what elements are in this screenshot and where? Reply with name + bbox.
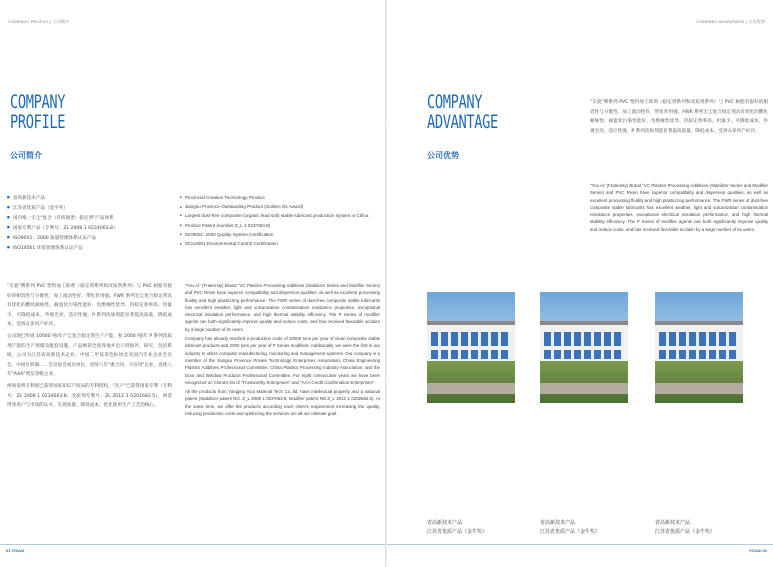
caption-line: 省高新技术产品 (655, 520, 691, 526)
list-item: ■ 省高新技术产品 (7, 193, 175, 203)
page-subtitle: 公司优势 (427, 151, 459, 160)
page-number: YOUAI 02 (748, 548, 767, 553)
title-line-2: PROFILE (10, 111, 66, 133)
running-head: COMPANY PROFILE | 公司简介 (8, 19, 70, 24)
body-text-en: "You Ai" (Fraternity) Brand "VC Plastics Processing Additives (Stabilizer Series and Modifier Series) and PVC Resin have superior compatibility and dispersion qualities, as well as excellent processing fluidity and high plasticizing performance. The FWR series of dust-free composite stable lubricants has excellent weather, light and vulcanization contamination resistance properties, exceptional electrical insulation performance, and high thermal stability efficiency. The P Series of modifier agents can both significantly improve quality and reduce costs, and has received favorable acclaim by a large number of its users. (590, 183, 768, 232)
paragraph: 两项发明专利现已获得国家知识产权局的专利授权，"友产"已获得国家专利（专利号：ZL 2008 1 0234063.8；改质剂专利号：ZL 2012 1 0202682.5），两者得到用户与市场的认可。实现质量、降低成本，优化使用生产工艺的核心。 (7, 383, 173, 409)
list-item: ■ 国内唯一无尘"复合（有机锡类）稳定剂"产品体系 (7, 213, 175, 223)
body-text-cn (7, 282, 172, 413)
footer-rule (387, 544, 773, 545)
bullet-list-en (180, 193, 380, 249)
page-title (10, 92, 65, 132)
page-number: 01 YOUAI (6, 548, 25, 553)
paragraph: "友爱"牌系列 PVC 塑料加工助剂（稳定剂系列和改质剂系列）与 PVC 树脂有很好的相容性与分散性，加工流动性好，带化作用强。FWR 系列无尘复合稳定剂具有优化的酸化耐候性、耐湿化污染性能好、电绝缘性优异、热稳定效率高、用量少、可降低成本、外观光亮、适应性强。P 系列改质剂能显著提高质量，降低成本，受到众多用户好评。 (7, 284, 172, 328)
list-item: ■ Product Patent (number:Z_L 1 023*063.8) (180, 221, 380, 230)
caption-line: 江苏省优质产品（金牛奖） (655, 529, 716, 535)
list-item: ■ ISO14001 Environmental Control Certification (180, 239, 380, 248)
list-item: ■ Jiangsu Province Outstanding Product (Golden Ox Award) (180, 202, 380, 211)
factory-photo (427, 292, 515, 403)
factory-photo (655, 292, 743, 403)
bullet-list-cn (7, 193, 175, 253)
list-item: ■ 江苏省优质产品（金牛奖） (7, 203, 175, 213)
paragraph: Company has already reached a production scale of 10000 tons per year of clean composite stable lubricant products and 2000 tons per year of P Series modifiers. Additionally, we were the first in our industry to utilize computer manufacturing, monitoring and management systems. Our company is a member of the Jiangsu Province Private Technology Enterprises Association, China Engineering Plastics Additives Professional Committee, China Plastics Processing Industry Association, and the Door and Window Products Professional Committee. For eight consecutive years we have been recognized on China's list of "Trustworthy Enterprises" and "AAA Credit Confirmation Enterprises". (185, 336, 380, 385)
caption-line: 省高新技术产品 (427, 520, 463, 526)
photo-caption (655, 519, 715, 537)
body-text-en (185, 282, 380, 419)
list-item: ■ ISO9001: 2000 Quality System Certification (180, 230, 380, 239)
page-subtitle: 公司简介 (10, 151, 42, 160)
page-title (427, 92, 498, 132)
footer-rule (0, 544, 386, 545)
list-item: ■ Provincial Creative Technology Product (180, 193, 380, 202)
title-line-2: ADVANTAGE (427, 111, 498, 133)
list-item: ■ 国家专利产品（专利号：ZL 2008 1 0234063.8） (7, 223, 175, 233)
right-page (387, 0, 773, 567)
photo-caption (427, 519, 487, 537)
factory-photo (540, 292, 628, 403)
list-item: ■ Largest dust-free composite (organic lead salt) stable lubricant production system in China (180, 212, 380, 219)
paragraph: 公司现已形成 10000 吨/年产尘复合稳定剂生产产能，和 2000 吨/年 P 系列改质剂产能的生产规模及配套设施，产品畅销全国各地并出口到海外，研究，包括系统、公司为江苏省高新技术企业、中国二甲基苯色标协会及国内专业企业会员会、中国有机锡……会及协会成员单位，连续八年"重合同、守信用"企业，连续八年"AAA"资信等级企业。 (7, 333, 173, 378)
caption-line: 江苏省优质产品（金牛奖） (540, 529, 601, 535)
list-item: ■ ISO9001：2000 质量管理体系认证产品 (7, 233, 175, 243)
photo-caption (540, 519, 600, 537)
running-head: COMPANY ADVANTAGE | 公司优势 (696, 19, 765, 24)
left-page (0, 0, 386, 567)
list-item: ■ ISO14001 环境管理体系认证产品 (7, 243, 175, 253)
body-text-cn: "友爱"牌系列 PVC 塑料加工助剂（稳定剂系列和改质剂系列）与 PVC 树脂有很好的相容性与分散性，加工流动性好，带化作用强。FWR 系列无尘复合稳定剂具有优化的酸化耐候性、耐湿化污染性能好、电绝缘性优异、热稳定效率高、用量少、可降低成本、外观光亮、适应性强。P 系列改质剂能显著提高质量，降低成本，受到众多用户好评。 (590, 100, 768, 134)
caption-line: 江苏省优质产品（金牛奖） (427, 529, 488, 535)
caption-line: 省高新技术产品 (540, 520, 576, 526)
title-line-1: COMPANY (10, 91, 66, 113)
paragraph: All the products from Yangjing Youi Material Tech Co.,ltd. have intellectual property and a national patent (Stabilizer patent NO. Z_L 2008 1 023*063.8, Modifier patent NO.Z_L 2012 1 0202682.5). At the same time, we offer the products according each client's requirement increasing the quality, reducing production costs and optimizing the services are all our ultimate goal. (185, 389, 380, 417)
title-line-1: COMPANY (427, 91, 483, 113)
paragraph: "You Ai" (Fraternity) Brand "VC Plastics Processing Additives (Stabilizer Series and Modifier Series) and PVC Resin have superior compatibility and dispersion qualities, as well as excellent processing fluidity and high plasticizing performance. The FWR series of dust-free composite stable lubricants has excellent weather, light and vulcanization contamination resistance properties, exceptional electrical insulation performance, and high thermal stability efficiency. The P Series of modifier agents can both significantly improve quality and reduce costs, and has received favorable acclaim by a large number of its users. (185, 283, 380, 332)
